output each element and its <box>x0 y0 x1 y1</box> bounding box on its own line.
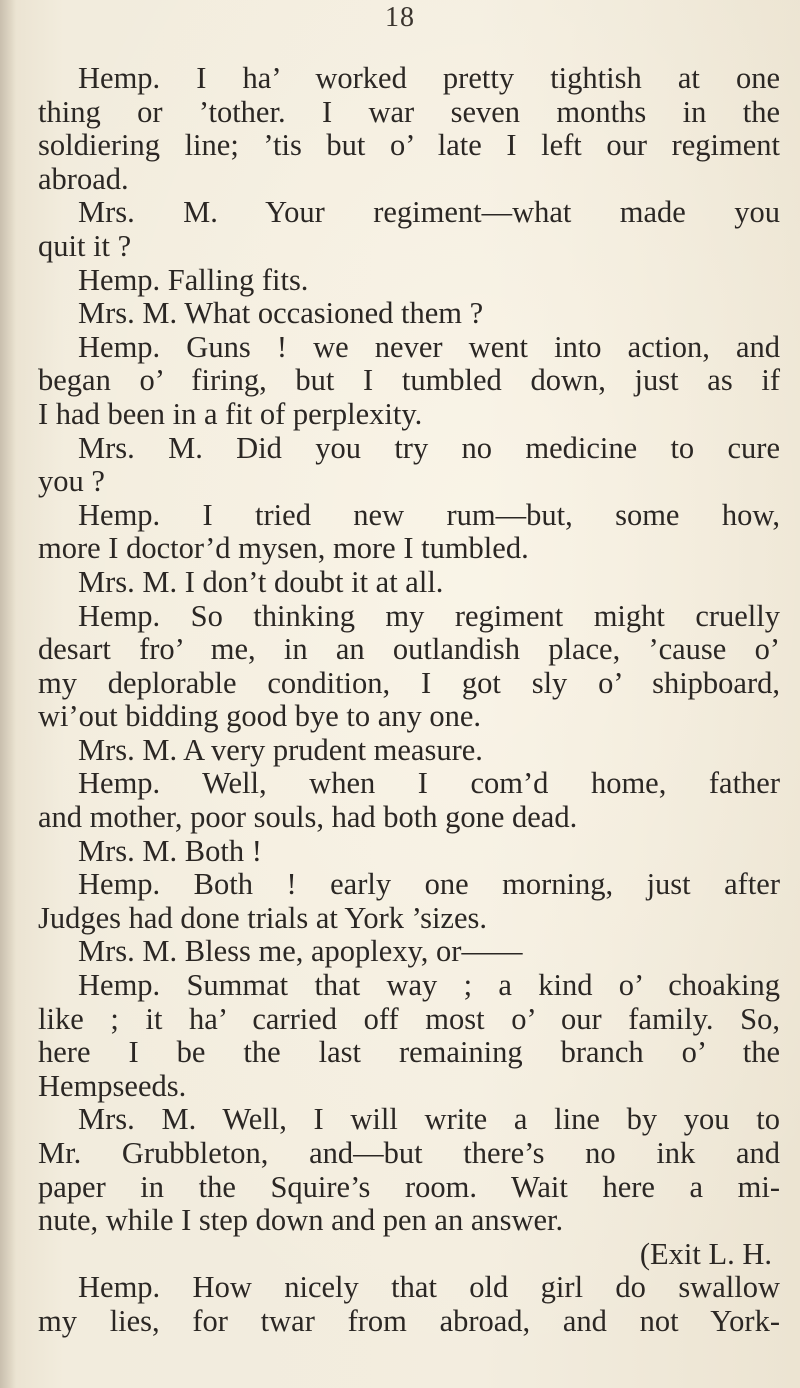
text-line: thing or ’tother. I war seven months in the <box>38 94 780 129</box>
text-line: more I doctor’d mysen, more I tumbled. <box>38 531 529 566</box>
text-line: Hemp. I tried new rum—but, some how, <box>78 497 780 532</box>
stage-direction: (Exit L. H. <box>639 1236 772 1271</box>
text-line: Hemp. Summat that way ; a kind o’ choaking <box>78 968 780 1003</box>
text-line: and mother, poor souls, had both gone dead. <box>38 800 578 835</box>
text-line: began o’ firing, but I tumbled down, just as if <box>38 363 780 398</box>
text-line: Hemp. So thinking my regiment might cruelly <box>78 598 780 633</box>
text-line: Hemp. Falling fits. <box>78 262 309 297</box>
text-line: soldiering line; ’tis but o’ late I left our regiment <box>38 128 780 163</box>
text-line: Mr. Grubbleton, and—but there’s no ink and <box>38 1136 780 1170</box>
text-line: Mrs. M. Well, I will write a line by you to <box>78 1102 780 1137</box>
play-text <box>38 62 780 1339</box>
text-line: Hemp. How nicely that old girl do swallow <box>78 1270 780 1305</box>
text-line: Mrs. M. A very prudent measure. <box>78 732 483 767</box>
text-line: Mrs. M. Both ! <box>78 833 262 868</box>
text-line: Mrs. M. Your regiment—what made you <box>78 195 780 230</box>
text-line: desart fro’ me, in an outlandish place, ’cause o’ <box>38 632 780 667</box>
text-line: my deplorable condition, I got sly o’ shipboard, <box>38 665 780 700</box>
text-line: here I be the last remaining branch o’ the <box>38 1035 780 1070</box>
text-line: Hemp. I ha’ worked pretty tightish at one <box>78 61 780 95</box>
text-line: like ; it ha’ carried off most o’ our family. So, <box>38 1001 780 1036</box>
text-line: Judges had done trials at York ’sizes. <box>38 900 487 935</box>
text-line: you ? <box>38 464 105 499</box>
text-line: abroad. <box>38 161 129 196</box>
page-number: 18 <box>385 2 415 33</box>
text-line: Mrs. M. Bless me, apoplexy, or—— <box>78 934 523 969</box>
text-line: Hempseeds. <box>38 1068 187 1103</box>
text-line: Hemp. Guns ! we never went into action, and <box>78 329 780 364</box>
text-line: I had been in a fit of perplexity. <box>38 396 423 431</box>
text-line: paper in the Squire’s room. Wait here a mi- <box>38 1169 780 1204</box>
text-line: my lies, for twar from abroad, and not York- <box>38 1303 780 1338</box>
text-line: Mrs. M. Did you try no medicine to cure <box>78 430 780 465</box>
text-line: quit it ? <box>38 228 132 263</box>
text-line: Mrs. M. What occasioned them ? <box>78 296 484 331</box>
text-line: Hemp. Both ! early one morning, just after <box>78 867 780 902</box>
text-line: Mrs. M. I don’t doubt it at all. <box>78 564 444 599</box>
text-line: wi’out bidding good bye to any one. <box>38 699 482 734</box>
text-line: Hemp. Well, when I com’d home, father <box>78 766 780 801</box>
binding-gutter <box>0 0 16 1388</box>
text-line: nute, while I step down and pen an answer. <box>38 1203 564 1238</box>
